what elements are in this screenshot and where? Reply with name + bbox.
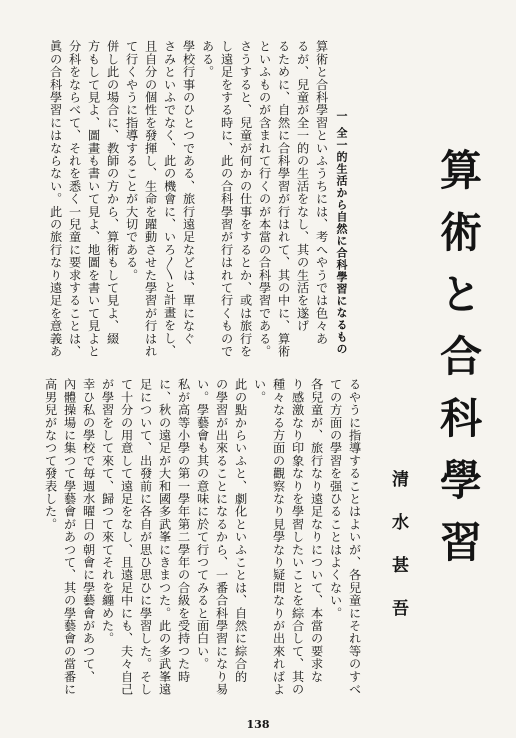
text-line: 足について、出發前に各自が思ひ思ひに學習した。そし <box>138 378 153 696</box>
text-line: 高男兒がなつて發表した。 <box>43 378 58 531</box>
text-line: 分科をならべて、それを悉く一兒童に要求することは、 <box>67 40 82 358</box>
text-line: 此の點からいふと、劇化といふことは、自然に綜合的 <box>233 378 248 683</box>
text-line: さみといふでなく、此の機會に、いろ〳〵と計畫をし、 <box>162 40 177 357</box>
text-line: るが、兒童が全一的の生活をなし、其の生活を遂げ <box>295 40 310 333</box>
text-line: 學校行事のひとつである、旅行遠足などは、單になぐ <box>181 40 196 345</box>
article-title: 算術と合科學習 <box>434 148 483 582</box>
text-line: 眞の合科學習にはならない。此の旅行なり遠足を意義あ <box>48 40 63 358</box>
text-line: 私が高等小學の第一學年第二學年の合級を受持つた時 <box>176 378 191 683</box>
author-name: 清水甚吾 <box>388 470 408 642</box>
text-line: 內體操場に集つて學藝會があつて、其の學藝會の當番に <box>62 378 77 696</box>
text-line: るやうに指導することはよいが、各兒童にそれ等のすべ <box>347 378 362 696</box>
text-line: 各兒童が、旅行なり遠足なりについて、本當の要求な <box>309 378 324 683</box>
text-line: に、秋の遠足が大和國多武峯にきまつた。此の多武峯遠 <box>157 378 172 696</box>
text-line: 且自分の個性を發揮し、生命を躍動させた學習が行はれ <box>143 40 158 358</box>
text-line: 方もして見よ、圖畫も書いて見よ、地圖を書いて見よと <box>86 40 101 358</box>
section-heading: 一 全一的生活から自然に合科學習になるもの <box>335 110 348 355</box>
text-line: い。學藝會も其の意味に於て行つてみると面白い。 <box>195 378 210 671</box>
page-number: 138 <box>246 718 270 731</box>
text-line: さうすると、兒童が何かの仕事をするとか、或は旅行を <box>238 40 253 358</box>
text-line: るために、自然に合科學習が行はれて、其の中に、算術 <box>276 40 291 358</box>
text-line: 種々なる方面の觀察なり見學なり疑問なりが出來ればよ <box>271 378 286 696</box>
text-line: 幸ひ私の學校で毎週水曜日の朝會に學藝會があつて、 <box>81 378 96 683</box>
text-line: 算術と合科學習といふうちには、考へやうでは色々あ <box>314 40 329 345</box>
text-line: い。 <box>252 378 267 404</box>
text-line: し遠足をする時に、此の合科學習が行はれて行くもので <box>219 40 234 358</box>
text-line: て十分の用意して遠足をなし、且遠足中にも、夫々自己 <box>119 378 134 696</box>
text-line: といふものが含まれて行くのが本當の合科學習である。 <box>257 40 272 358</box>
text-line: ての方面の學習を强ひることはよくない。 <box>328 378 343 620</box>
text-line: り感激なり印象なりを學習したいことを綜合して、其の <box>290 378 305 696</box>
text-line: ある。 <box>200 40 215 79</box>
text-line: 併し此の場合に、教師の方から、算術もして見よ、綴 <box>105 40 120 345</box>
text-line: の學習が出來ることになるから、一番合科學習になり易 <box>214 378 229 696</box>
text-line: が學習をして來て、歸つて來てそれを纏めた。 <box>100 378 115 645</box>
text-line: て行くやうに指導することが大切である。 <box>124 40 139 282</box>
